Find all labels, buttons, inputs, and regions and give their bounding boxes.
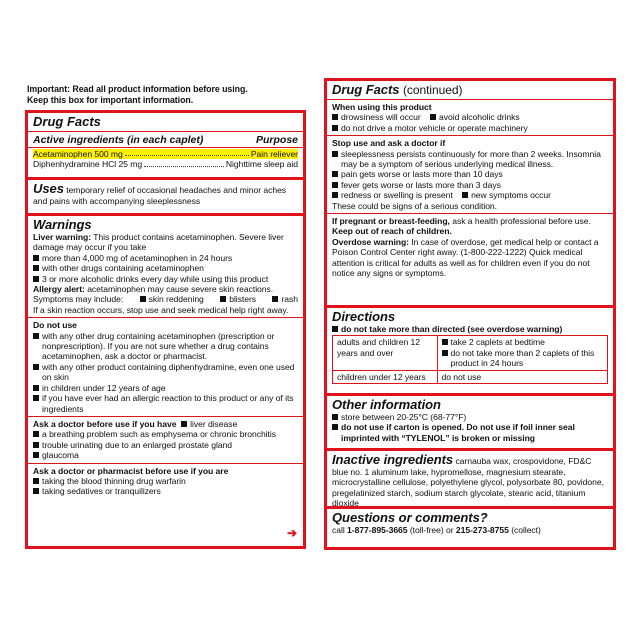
list-item: with any other product containing diphenhydramine, even one used on skin [33, 362, 298, 383]
ingredient-row: Diphenhydramine HCl 25 mg Nighttime sleep aid [33, 159, 298, 170]
list-item: in children under 12 years of age [33, 383, 298, 393]
uses-title: Uses [33, 181, 64, 196]
list-item: store between 20-25°C (68-77°F) [332, 412, 608, 422]
left-panel [25, 84, 306, 549]
active-ingredients-header: Active ingredients (in each caplet) [33, 134, 204, 146]
contact-line: call 1-877-895-3665 (toll-free) or 215-273-8755 (collect) [332, 525, 541, 535]
list-item: do not drive a motor vehicle or operate machinery [332, 123, 608, 133]
list-item: taking sedatives or tranquilizers [33, 486, 298, 496]
table-row: children under 12 years do not use [333, 370, 608, 383]
drug-facts-box-left [25, 110, 306, 549]
phone-collect[interactable]: 215-273-8755 [455, 525, 509, 535]
list-item: fever gets worse or lasts more than 3 days [332, 180, 608, 190]
list-item: if you have ever had an allergic reaction to this product or any of its ingredients [33, 393, 298, 414]
table-row: adults and children 12 years and over take 2 caplets at bedtime do not take more than 2 caplets of this product in 24 hours [333, 336, 608, 370]
list-item: glaucoma [33, 450, 298, 460]
questions-title: Questions or comments? [332, 510, 488, 525]
do-not-use-title: Do not use [33, 320, 77, 331]
directions-table [332, 335, 608, 384]
questions-section [327, 509, 613, 538]
symptoms-row: Symptoms may include: skin reddening blisters rash [33, 294, 298, 305]
ask-doctor-title: Ask a doctor before use if you have [33, 418, 177, 429]
warnings-title: Warnings [33, 217, 92, 232]
stop-use-title: Stop use and ask a doctor if [332, 138, 446, 149]
drug-facts-box-right [324, 78, 616, 550]
other-information-section [327, 396, 613, 451]
other-information-title: Other information [332, 397, 441, 412]
list-item: taking the blood thinning drug warfarin [33, 476, 298, 486]
list-item: with other drugs containing acetaminophen [33, 263, 298, 273]
active-ingredients-section [28, 113, 303, 180]
list-item: drowsiness will occur avoid alcoholic drinks [332, 112, 608, 122]
list-item: redness or swelling is present new symptoms occur [332, 190, 608, 200]
inactive-ingredients-title: Inactive ingredients [332, 452, 454, 467]
list-item: with any other drug containing acetaminophen (prescription or nonprescription). If you are not sure whether a drug contains acetaminophen, ask a doctor or pharmacist. [33, 331, 298, 362]
list-item: sleeplessness persists continuously for more than 2 weeks. Insomnia may be a symptom of serious underlying medical illness. [332, 149, 608, 170]
phone-toll-free[interactable]: 1-877-895-3665 [347, 525, 408, 535]
inactive-ingredients-section: Inactive ingredients carnauba wax, crospovidone, FD&C blue no. 1 aluminum lake, hypromellose, magnesium stearate, microcrystalline cellulose, polyethylene glycol, polysorbate 80, povidone, pregelatinized starch, sodium starch glycolate, stearic acid, titanium dioxide [327, 451, 613, 509]
important-notice: Important: Read all product information before using. Keep this box for important information. [27, 84, 248, 105]
when-using-section: Drug Facts (continued) When using this product drowsiness will occur avoid alcoholic drinks do not drive a motor vehicle or operate machinery Stop use and ask a doctor if sleeplessness persists continuously for more than 2 weeks. Insomnia may be a symptom of serious underlying medical illness. pain gets worse or lasts more than 10 days fever gets worse or lasts more than 3 days redness or swelling is present new symptoms occur These could be signs of a serious condition. If pregnant or breast-feeding, ask a health professional before use. Keep out of reach of children. Overdose warning: In case of overdose, get medical help or contact a Poison Control Center right away. (1-800-222-1222) Quick medical attention is critical for adults as well as for children even if you do not notice any signs or symptoms. [327, 81, 613, 308]
drug-facts-continued-title: Drug Facts (continued) [332, 82, 463, 97]
drug-facts-title: Drug Facts [33, 114, 101, 129]
directions-section: Directions do not take more than directed (see overdose warning) adults and children 12 years and over take 2 caplets at bedtime do not take more than 2 caplets of this product in 24 hours children under 12 years do not use [327, 308, 613, 396]
ask-pharmacist-title: Ask a doctor or pharmacist before use if you are [33, 465, 229, 476]
continue-arrow-icon: ➔ [286, 526, 297, 540]
purpose-header: Purpose [255, 134, 298, 146]
uses-section [28, 180, 303, 216]
list-item: a breathing problem such as emphysema or chronic bronchitis [33, 429, 298, 439]
list-item: 3 or more alcoholic drinks every day while using this product [33, 274, 298, 284]
uses-text: temporary relief of occasional headaches and minor aches and pains with accompanying sleeplessness [33, 185, 287, 206]
list-item: do not use if carton is opened. Do not use if foil inner seal imprinted with “TYLENOL” is broken or missing [332, 422, 608, 443]
when-using-title: When using this product [332, 102, 432, 112]
list-item: pain gets worse or lasts more than 10 days [332, 169, 608, 179]
list-item: more than 4,000 mg of acetaminophen in 24 hours [33, 253, 298, 263]
ingredient-row: Acetaminophen 500 mg Pain reliever [33, 149, 298, 159]
directions-title: Directions [332, 309, 396, 324]
warnings-section: Warnings Liver warning: This product contains acetaminophen. Severe liver damage may occur if you take more than 4,000 mg of acetaminophen in 24 hours with other drugs containing acetaminophen 3 or more alcoholic drinks every day while using this product Allergy alert: acetaminophen may cause severe skin reactions. Symptoms may include: skin reddening blisters rash If a skin reaction occurs, stop use and seek medical help right away. Do not use with any other drug containing acetaminophen (prescription or nonprescription). If you are not sure whether a drug contains acetaminophen, ask a doctor or pharmacist. with any other product containing diphenhydramine, even one used on skin in children under 12 years of age if you have ever had an allergic reaction to this product or any of its ingredients Ask a doctor before use if you have liver disease a breathing problem such as emphysema or chronic bronchitis trouble urinating due to an enlarged prostate gland glaucoma Ask a doctor or pharmacist before use if you are taking the blood thinning drug warfarin taking sedatives or tranquilizers [28, 216, 303, 546]
list-item: trouble urinating due to an enlarged prostate gland [33, 440, 298, 450]
